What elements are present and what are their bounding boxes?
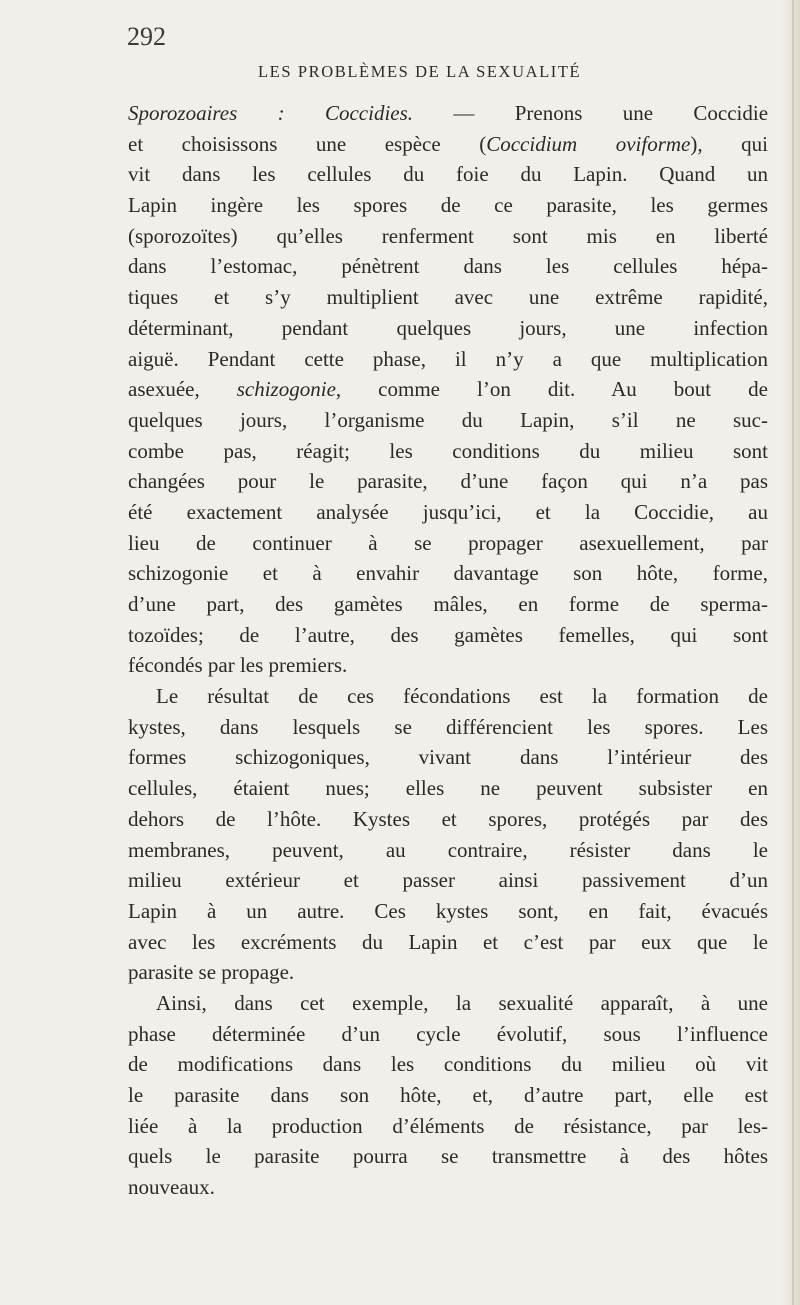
- text-line: [128, 681, 768, 712]
- text-segment: d’une part, des gamètes mâles, en forme de sperma-: [128, 592, 768, 616]
- text-line: [128, 957, 768, 988]
- text-line: [128, 251, 768, 282]
- text-line: [128, 1080, 768, 1111]
- text-line: [128, 835, 768, 866]
- text-segment: , comme l’on dit. Au bout de: [335, 377, 768, 402]
- text-segment: liée à la production d’éléments de résistance, par les-: [128, 1113, 768, 1138]
- text-segment: fécondés par les premiers.: [128, 653, 348, 678]
- text-segment: le parasite dans son hôte, et, d’autre part, elle est: [128, 1083, 768, 1107]
- text-segment: membranes, peuvent, au contraire, résister dans le: [128, 837, 768, 862]
- text-line: [128, 896, 768, 927]
- text-segment: vit dans les cellules du foie du Lapin. Quand un: [128, 162, 768, 187]
- italic-text-segment: Sporozoaires : Coccidies.: [128, 101, 414, 125]
- text-segment: ), qui: [690, 131, 768, 156]
- body-text: [128, 98, 768, 1203]
- text-segment: tiques et s’y multiplient avec une extrême rapidité,: [128, 285, 768, 310]
- text-segment: milieu extérieur et passer ainsi passivement d’un: [128, 868, 768, 893]
- text-line: [128, 374, 768, 405]
- text-line: [128, 436, 768, 467]
- text-segment: dans l’estomac, pénètrent dans les cellules hépa-: [128, 254, 768, 279]
- italic-text-segment: Coccidium oviforme: [486, 131, 691, 156]
- page-number: 292: [127, 22, 166, 51]
- text-line: [128, 190, 768, 221]
- text-line: [128, 804, 768, 835]
- text-line: [128, 1049, 768, 1080]
- text-segment: et choisissons une espèce (: [128, 131, 487, 156]
- italic-text-segment: schizogonie: [236, 377, 336, 402]
- text-segment: Lapin à un autre. Ces kystes sont, en fait, évacués: [128, 898, 768, 923]
- text-segment: lieu de continuer à se propager asexuellement, par: [128, 530, 768, 555]
- text-line: [128, 129, 768, 160]
- running-head: LES PROBLÈMES DE LA SEXUALITÉ: [258, 62, 582, 81]
- text-segment: quels le parasite pourra se transmettre à des hôtes: [128, 1144, 768, 1169]
- text-line: [128, 558, 768, 589]
- text-segment: (sporozoïtes) qu’elles renferment sont mis en liberté: [128, 223, 768, 248]
- text-segment: nouveaux.: [128, 1175, 215, 1200]
- text-line: [128, 528, 768, 559]
- text-segment: quelques jours, l’organisme du Lapin, s’il ne suc-: [128, 407, 768, 432]
- text-segment: formes schizogoniques, vivant dans l’intérieur des: [128, 745, 768, 770]
- text-segment: parasite se propage.: [128, 960, 295, 985]
- text-segment: dehors de l’hôte. Kystes et spores, protégés par des: [128, 806, 768, 831]
- text-line: [128, 712, 768, 743]
- text-line: [128, 865, 768, 896]
- text-segment: Lapin ingère les spores de ce parasite, les germes: [128, 193, 768, 218]
- text-segment: de modifications dans les conditions du milieu où vit: [128, 1052, 768, 1077]
- text-segment: — Prenons une Coccidie: [413, 101, 768, 125]
- text-segment: tozoïdes; de l’autre, des gamètes femelles, qui sont: [128, 622, 768, 647]
- text-line: [128, 773, 768, 804]
- text-segment: cellules, étaient nues; elles ne peuvent subsister en: [128, 776, 768, 801]
- text-segment: combe pas, réagit; les conditions du milieu sont: [128, 438, 768, 463]
- text-line: [128, 1019, 768, 1050]
- text-line: [128, 1172, 768, 1203]
- text-line: [128, 159, 768, 190]
- text-line: [128, 313, 768, 344]
- text-line: [128, 98, 768, 129]
- text-segment: phase déterminée d’un cycle évolutif, sous l’influence: [128, 1021, 768, 1046]
- text-segment: changées pour le parasite, d’une façon qui n’a pas: [128, 469, 768, 494]
- text-segment: Le résultat de ces fécondations est la formation de: [156, 684, 768, 709]
- text-segment: schizogonie et à envahir davantage son hôte, forme,: [128, 561, 768, 586]
- text-line: [128, 282, 768, 313]
- text-line: [128, 742, 768, 773]
- page-edge-shadow: [782, 0, 800, 1305]
- text-line: [128, 650, 768, 681]
- text-line: [128, 344, 768, 375]
- text-segment: été exactement analysée jusqu’ici, et la Coccidie, au: [128, 499, 768, 524]
- text-line: [128, 1141, 768, 1172]
- text-line: [128, 405, 768, 436]
- text-line: [128, 620, 768, 651]
- text-line: [128, 927, 768, 958]
- text-segment: avec les excréments du Lapin et c’est par eux que le: [128, 929, 768, 954]
- text-line: [128, 466, 768, 497]
- text-segment: aiguë. Pendant cette phase, il n’y a que multiplication: [128, 346, 768, 371]
- text-segment: kystes, dans lesquels se différencient les spores. Les: [128, 714, 768, 739]
- text-line: [128, 589, 768, 620]
- page-edge-line: [792, 0, 794, 1305]
- text-line: [128, 497, 768, 528]
- text-line: [128, 221, 768, 252]
- text-line: [128, 988, 768, 1019]
- text-segment: Ainsi, dans cet exemple, la sexualité apparaît, à une: [156, 990, 768, 1015]
- text-segment: asexuée,: [128, 377, 237, 402]
- text-line: [128, 1111, 768, 1142]
- text-segment: déterminant, pendant quelques jours, une infection: [128, 315, 768, 340]
